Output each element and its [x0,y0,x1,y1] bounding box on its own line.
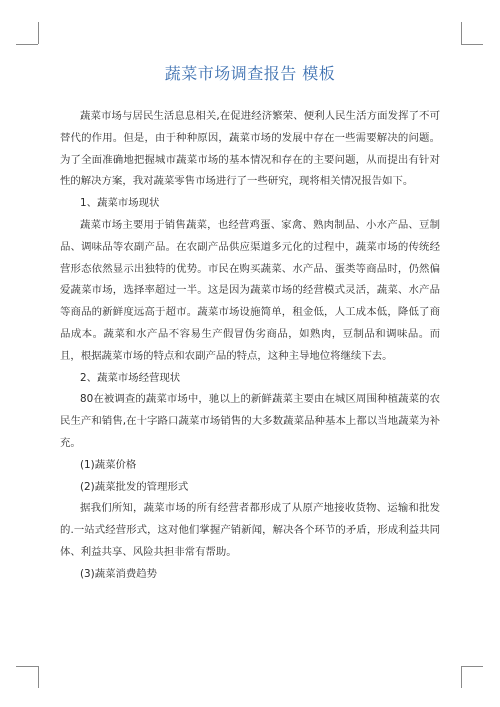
document-title: 蔬菜市场调查报告 模板 [164,64,336,83]
section-1-paragraph: 蔬菜市场主要用于销售蔬菜，也经营鸡蛋、家禽、熟肉制品、小水产品、豆制品、调味品等农副产品。在农副产品供应渠道多元化的过程中，蔬菜市场的传统经营形态依然显示出独特的优势。市民在购买蔬菜、水产品、蛋类等商品时，仍然偏爱蔬菜市场，选择率超过一半。这是因为蔬菜市场的经营模式灵活，蔬菜、水产品等商品的新鲜度远高于超市。蔬菜市场设施简单，租金低，人工成本低，降低了商品成本。蔬菜和水产品不容易生产假冒伪劣商品，如熟肉，豆制品和调味品。而且，根据蔬菜市场的特点和农副产品的特点，这种主导地位将继续下去。 [60,218,440,362]
crop-mark-top-right [461,22,462,44]
subsection-heading-price: (1)蔬菜价格 [80,458,137,471]
subsection-heading-wholesale: (2)蔬菜批发的管理形式 [80,480,189,493]
crop-mark-bottom-right [461,666,462,688]
document-body [60,106,440,586]
crop-mark-bottom-left [38,666,39,688]
crop-mark-bottom-right [461,666,483,667]
intro-paragraph: 蔬菜市场与居民生活息息相关,在促进经济繁荣、便利人民生活方面发挥了不可替代的作用。但是，由于种种原因，蔬菜市场的发展中存在一些需要解决的问题。为了全面准确地把握城市蔬菜市场的基本情况和存在的主要问题，从而提出有针对性的解决方案，我对蔬菜零售市场进行了一些研究，现将相关情况报告如下。 [60,110,440,188]
section-2-paragraph: 80在被调查的蔬菜市场中，驰以上的新鲜蔬菜主要由在城区周围种植蔬菜的农民生产和销售,在十字路口蔬菜市场销售的大多数蔬菜品种基本上都以当地蔬菜为补充。 [60,393,440,449]
wholesale-paragraph: 据我们所知，蔬菜市场的所有经营者都形成了从原产地接收货物、运输和批发的.一站式经营形式，这对他们掌握产销新闻，解决各个环节的矛盾，形成利益共同体、利益共享、风险共担非常有帮助。 [60,502,440,558]
section-heading-1: 1、蔬菜市场现状 [80,197,160,210]
crop-mark-top-right [461,44,483,45]
crop-mark-bottom-left [16,666,38,667]
crop-mark-top-left [16,44,38,45]
section-heading-2: 2、蔬菜市场经营现状 [80,371,181,384]
subsection-heading-consumption: (3)蔬菜消费趋势 [80,567,158,580]
crop-mark-top-left [38,22,39,44]
